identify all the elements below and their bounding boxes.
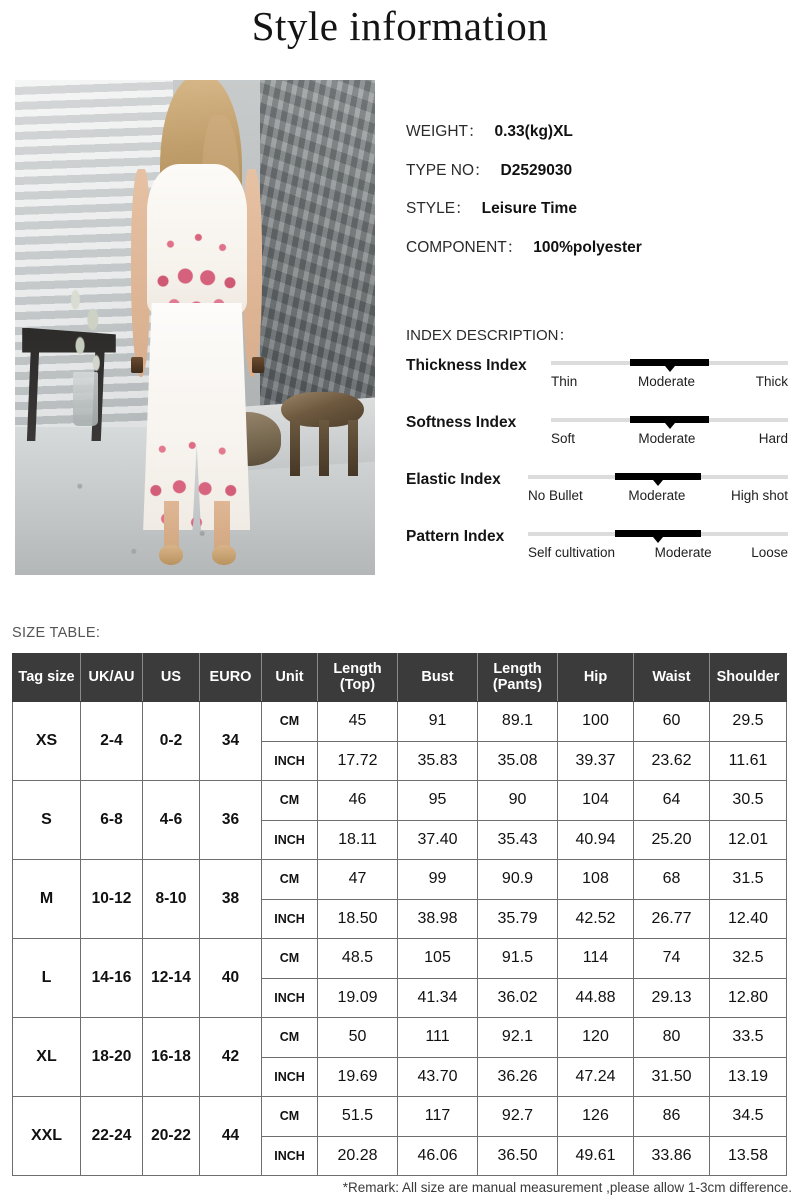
size-cell-us: 0-2: [143, 702, 200, 781]
size-table-body: [13, 702, 787, 1176]
spec-key-style: STYLE：: [406, 200, 471, 217]
spec-list: [406, 124, 786, 278]
header-line: Length: [493, 660, 542, 677]
size-cell-hip: 126: [558, 1097, 634, 1137]
photo-stool-leg: [319, 420, 329, 476]
size-cell-length-pants: 90: [478, 781, 558, 821]
size-cell-uk-au: 10-12: [81, 860, 143, 939]
size-cell-us: 4-6: [143, 781, 200, 860]
index-scale-low: No Bullet: [528, 488, 583, 503]
size-table-remark: *Remark: All size are manual measurement ,please allow 1-3cm difference.: [342, 1180, 792, 1195]
size-cell-euro: 40: [200, 939, 262, 1018]
size-table-row: [13, 1097, 787, 1137]
size-cell-waist: 80: [634, 1018, 710, 1058]
size-cell-length-top: 18.11: [318, 820, 398, 860]
size-cell-shoulder: 32.5: [710, 939, 787, 979]
index-item-pattern: [406, 526, 788, 583]
size-cell-bust: 37.40: [398, 820, 478, 860]
photo-embroidery-top: [150, 229, 243, 313]
size-cell-tag-size: XXL: [13, 1097, 81, 1176]
size-cell-hip: 100: [558, 702, 634, 742]
size-cell-hip: 104: [558, 781, 634, 821]
size-cell-shoulder: 29.5: [710, 702, 787, 742]
size-table-header-cell: [262, 654, 318, 702]
spec-key-weight: WEIGHT：: [406, 123, 484, 140]
size-cell-waist: 60: [634, 702, 710, 742]
size-cell-euro: 44: [200, 1097, 262, 1176]
spec-value-component: 100%polyester: [533, 238, 642, 256]
size-cell-us: 16-18: [143, 1018, 200, 1097]
size-cell-length-pants: 91.5: [478, 939, 558, 979]
index-label-pattern: Pattern Index: [406, 528, 505, 545]
spec-row-component: [406, 240, 786, 256]
size-cell-waist: 29.13: [634, 978, 710, 1018]
size-cell-length-top: 17.72: [318, 741, 398, 781]
photo-vase: [73, 372, 98, 426]
spec-row-style: [406, 201, 786, 217]
size-table-header-cell: [13, 654, 81, 702]
size-cell-unit: INCH: [262, 820, 318, 860]
index-fill: [630, 416, 709, 423]
size-cell-euro: 34: [200, 702, 262, 781]
header-line: Length: [333, 660, 382, 677]
index-label-elastic: Elastic Index: [406, 471, 501, 488]
size-cell-shoulder: 11.61: [710, 741, 787, 781]
index-label-thickness: Thickness Index: [406, 357, 527, 374]
photo-stool: [281, 392, 364, 476]
size-cell-unit: CM: [262, 702, 318, 742]
index-scale-high: Loose: [751, 545, 788, 560]
size-cell-length-top: 47: [318, 860, 398, 900]
size-cell-unit: INCH: [262, 741, 318, 781]
index-fill: [615, 530, 702, 537]
size-cell-length-pants: 36.26: [478, 1057, 558, 1097]
size-cell-unit: CM: [262, 1018, 318, 1058]
size-cell-hip: 42.52: [558, 899, 634, 939]
header-line: Bust: [421, 668, 454, 685]
size-cell-hip: 44.88: [558, 978, 634, 1018]
spec-value-type-no: D2529030: [500, 161, 573, 179]
size-cell-us: 20-22: [143, 1097, 200, 1176]
size-table-header-cell: [478, 654, 558, 702]
size-cell-us: 8-10: [143, 860, 200, 939]
index-label-softness: Softness Index: [406, 414, 517, 431]
size-cell-length-pants: 92.7: [478, 1097, 558, 1137]
size-cell-bust: 38.98: [398, 899, 478, 939]
index-scale-low: Thin: [551, 374, 578, 389]
size-cell-shoulder: 13.58: [710, 1136, 787, 1176]
size-cell-shoulder: 12.80: [710, 978, 787, 1018]
size-cell-shoulder: 13.19: [710, 1057, 787, 1097]
size-cell-length-top: 20.28: [318, 1136, 398, 1176]
size-cell-uk-au: 2-4: [81, 702, 143, 781]
size-cell-hip: 47.24: [558, 1057, 634, 1097]
spec-value-weight: 0.33(kg)XL: [494, 123, 573, 140]
size-cell-waist: 68: [634, 860, 710, 900]
header-line: EURO: [209, 668, 252, 685]
header-line: (Pants): [492, 676, 543, 693]
size-cell-bust: 111: [398, 1018, 478, 1058]
size-cell-tag-size: L: [13, 939, 81, 1018]
header-line: Shoulder: [716, 668, 780, 685]
size-cell-uk-au: 14-16: [81, 939, 143, 1018]
size-table-header-cell: [200, 654, 262, 702]
header-line: (Top): [339, 676, 376, 693]
index-fill: [615, 473, 702, 480]
size-cell-bust: 117: [398, 1097, 478, 1137]
size-cell-hip: 39.37: [558, 741, 634, 781]
index-slider-thickness[interactable]: [551, 355, 788, 389]
size-cell-shoulder: 34.5: [710, 1097, 787, 1137]
index-item-thickness: [406, 355, 788, 412]
index-scale-low: Self cultivation: [528, 545, 616, 560]
photo-bracelet-right: [252, 357, 264, 373]
size-cell-hip: 40.94: [558, 820, 634, 860]
header-line: Tag size: [18, 668, 75, 685]
size-cell-us: 12-14: [143, 939, 200, 1018]
index-item-elastic: [406, 469, 788, 526]
size-cell-waist: 64: [634, 781, 710, 821]
index-scale-mid: Moderate: [638, 431, 696, 446]
index-scale: [528, 545, 788, 560]
size-cell-shoulder: 12.01: [710, 820, 787, 860]
index-slider-softness[interactable]: [551, 412, 788, 446]
size-cell-tag-size: S: [13, 781, 81, 860]
size-cell-bust: 41.34: [398, 978, 478, 1018]
size-table-header-cell: [398, 654, 478, 702]
size-cell-length-top: 48.5: [318, 939, 398, 979]
size-cell-length-top: 45: [318, 702, 398, 742]
page-title: Style information: [251, 3, 549, 49]
header-line: Hip: [583, 668, 608, 685]
size-cell-shoulder: 33.5: [710, 1018, 787, 1058]
index-description-list: [406, 355, 788, 583]
size-cell-unit: INCH: [262, 1057, 318, 1097]
size-cell-tag-size: XL: [13, 1018, 81, 1097]
photo-model: [109, 80, 282, 575]
size-cell-euro: 38: [200, 860, 262, 939]
header-line: US: [160, 668, 182, 685]
index-scale-high: Hard: [758, 431, 788, 446]
size-cell-length-pants: 36.50: [478, 1136, 558, 1176]
size-cell-shoulder: 30.5: [710, 781, 787, 821]
photo-bracelet-left: [131, 357, 143, 373]
photo-sandal: [212, 545, 236, 565]
size-cell-tag-size: M: [13, 860, 81, 939]
size-cell-uk-au: 18-20: [81, 1018, 143, 1097]
size-table-header-cell: [318, 654, 398, 702]
size-cell-shoulder: 31.5: [710, 860, 787, 900]
size-cell-waist: 31.50: [634, 1057, 710, 1097]
index-scale-high: High shot: [730, 488, 788, 503]
index-marker-caret-icon: [653, 480, 663, 486]
size-cell-length-top: 19.09: [318, 978, 398, 1018]
size-table-header-cell: [634, 654, 710, 702]
size-cell-waist: 26.77: [634, 899, 710, 939]
index-marker-caret-icon: [665, 423, 675, 429]
spec-key-type-no: TYPE NO：: [406, 161, 490, 179]
size-table-head: [13, 654, 787, 702]
index-scale-high: Thick: [755, 374, 788, 389]
size-table-label: SIZE TABLE:: [12, 625, 101, 641]
index-marker-caret-icon: [653, 537, 663, 543]
size-cell-length-top: 51.5: [318, 1097, 398, 1137]
index-marker-caret-icon: [665, 366, 675, 372]
size-cell-length-pants: 35.08: [478, 741, 558, 781]
size-cell-bust: 99: [398, 860, 478, 900]
size-table-header-row: [13, 654, 787, 702]
size-cell-unit: CM: [262, 860, 318, 900]
photo-embroidery-pants: [143, 436, 250, 530]
size-cell-unit: CM: [262, 781, 318, 821]
size-cell-hip: 120: [558, 1018, 634, 1058]
index-scale-mid: Moderate: [654, 545, 712, 560]
photo-stool-leg: [290, 420, 300, 476]
size-cell-bust: 43.70: [398, 1057, 478, 1097]
index-scale-low: Soft: [551, 431, 576, 446]
size-cell-length-pants: 35.79: [478, 899, 558, 939]
size-cell-length-pants: 36.02: [478, 978, 558, 1018]
size-table-header-cell: [143, 654, 200, 702]
spec-value-style: Leisure Time: [481, 200, 577, 217]
header-line: Unit: [275, 668, 304, 685]
size-cell-unit: INCH: [262, 899, 318, 939]
product-photo: [15, 80, 375, 575]
size-cell-length-top: 50: [318, 1018, 398, 1058]
size-cell-bust: 46.06: [398, 1136, 478, 1176]
size-cell-length-pants: 89.1: [478, 702, 558, 742]
spec-row-weight: [406, 124, 786, 140]
size-cell-hip: 108: [558, 860, 634, 900]
size-cell-uk-au: 6-8: [81, 781, 143, 860]
photo-model-leg: [214, 501, 230, 551]
size-table-row: [13, 860, 787, 900]
index-item-softness: [406, 412, 788, 469]
size-table-row: [13, 939, 787, 979]
photo-model-leg: [164, 501, 180, 551]
index-scale: [551, 374, 788, 389]
index-description-title: INDEX DESCRIPTION：: [406, 327, 574, 344]
size-table-header-cell: [81, 654, 143, 702]
size-table-row: [13, 781, 787, 821]
size-table-header-cell: [710, 654, 787, 702]
size-cell-waist: 33.86: [634, 1136, 710, 1176]
index-slider-pattern[interactable]: [528, 526, 788, 560]
size-cell-euro: 42: [200, 1018, 262, 1097]
size-cell-length-pants: 92.1: [478, 1018, 558, 1058]
photo-sandal: [159, 545, 183, 565]
size-cell-length-pants: 35.43: [478, 820, 558, 860]
size-cell-bust: 35.83: [398, 741, 478, 781]
size-cell-length-top: 19.69: [318, 1057, 398, 1097]
size-cell-unit: INCH: [262, 1136, 318, 1176]
size-table-row: [13, 1018, 787, 1058]
size-cell-bust: 95: [398, 781, 478, 821]
spec-key-component: COMPONENT：: [406, 238, 523, 256]
size-cell-unit: CM: [262, 1097, 318, 1137]
photo-stool-leg: [348, 420, 358, 476]
size-cell-waist: 25.20: [634, 820, 710, 860]
size-cell-bust: 105: [398, 939, 478, 979]
size-cell-tag-size: XS: [13, 702, 81, 781]
header-line: Waist: [652, 668, 691, 685]
photo-plant: [58, 278, 116, 387]
size-cell-hip: 114: [558, 939, 634, 979]
header-line: UK/AU: [88, 668, 135, 685]
index-slider-elastic[interactable]: [528, 469, 788, 503]
size-cell-length-top: 46: [318, 781, 398, 821]
index-fill: [630, 359, 709, 366]
size-cell-uk-au: 22-24: [81, 1097, 143, 1176]
index-scale-mid: Moderate: [637, 374, 696, 389]
size-cell-unit: CM: [262, 939, 318, 979]
size-cell-length-top: 18.50: [318, 899, 398, 939]
size-cell-hip: 49.61: [558, 1136, 634, 1176]
size-cell-euro: 36: [200, 781, 262, 860]
index-scale: [551, 431, 788, 446]
size-cell-unit: INCH: [262, 978, 318, 1018]
size-cell-length-pants: 90.9: [478, 860, 558, 900]
size-table-header-cell: [558, 654, 634, 702]
size-cell-bust: 91: [398, 702, 478, 742]
size-cell-waist: 23.62: [634, 741, 710, 781]
size-cell-shoulder: 12.40: [710, 899, 787, 939]
spec-row-type-no: [406, 163, 786, 179]
size-table: [12, 653, 787, 1176]
index-scale-mid: Moderate: [628, 488, 686, 503]
size-cell-waist: 74: [634, 939, 710, 979]
index-scale: [528, 488, 788, 503]
size-table-row: [13, 702, 787, 742]
size-cell-waist: 86: [634, 1097, 710, 1137]
